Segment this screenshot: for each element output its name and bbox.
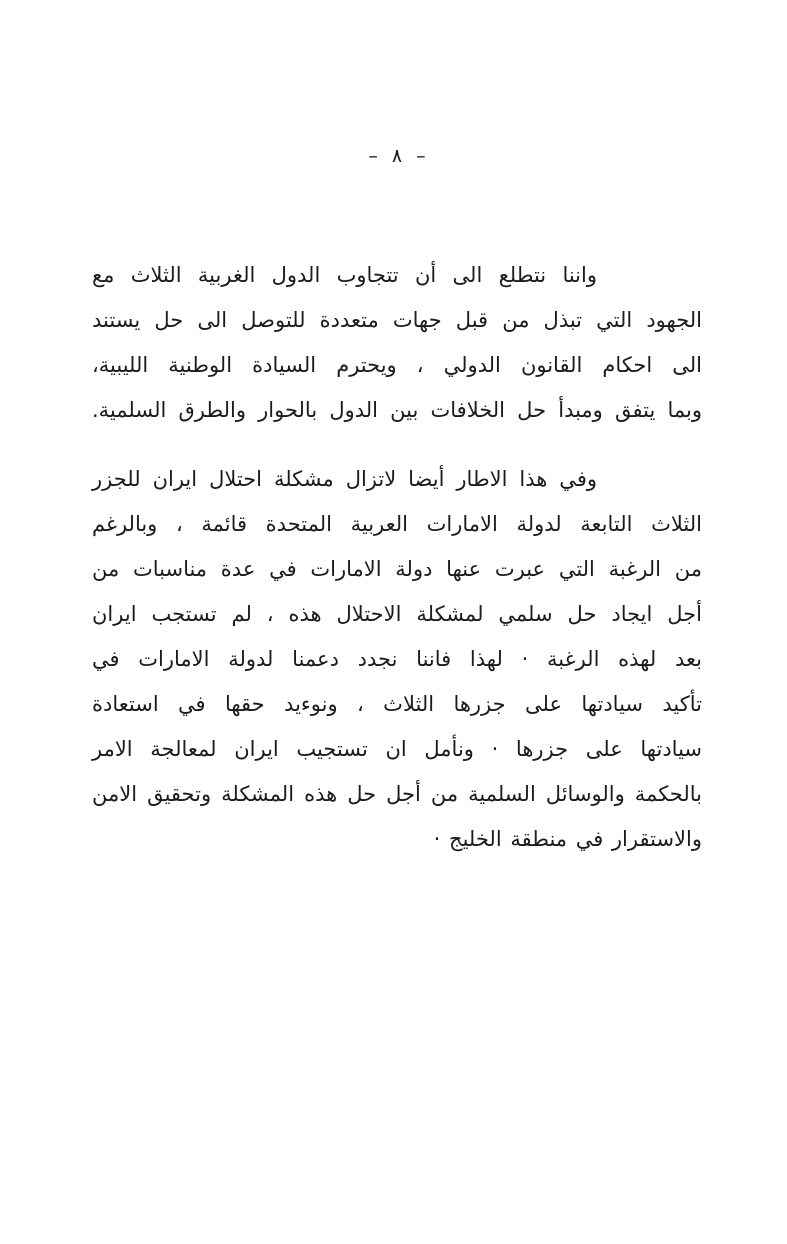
text-line: بعد لهذه الرغبة · لهذا فاننا نجدد دعمنا لدولة الامارات في (92, 647, 702, 671)
text-line: تأكيد سيادتها على جزرها الثلاث ، ونوءيد حقها في استعادة (92, 692, 702, 716)
text-line: من الرغبة التي عبرت عنها دولة الامارات في عدة مناسبات من (92, 557, 702, 581)
text-line: بالحكمة والوسائل السلمية من أجل حل هذه المشكلة وتحقيق الامن (92, 782, 702, 806)
text-line: الثلاث التابعة لدولة الامارات العربية المتحدة قائمة ، وبالرغم (92, 512, 702, 536)
text-line: الجهود التي تبذل من قبل جهات متعددة للتوصل الى حل يستند (92, 308, 702, 332)
paragraph-2 (92, 457, 702, 862)
text-line: سيادتها على جزرها · ونأمل ان تستجيب ايران لمعالجة الامر (92, 737, 702, 761)
text-line: وبما يتفق ومبدأ حل الخلافات بين الدول بالحوار والطرق السلمية. (92, 398, 702, 422)
page-number: – ٨ – (368, 145, 426, 167)
text-line: أجل ايجاد حل سلمي لمشكلة الاحتلال هذه ، لم تستجب ايران (92, 602, 702, 626)
text-line: والاستقرار في منطقة الخليج · (433, 827, 702, 851)
text-line: وفي هذا الاطار أيضا لاتزال مشكلة احتلال ايران للجزر (92, 467, 597, 491)
paragraph-1 (92, 253, 702, 433)
document-page (0, 145, 787, 1244)
text-line: واننا نتطلع الى أن تتجاوب الدول الغربية الثلاث مع (92, 263, 597, 287)
text-line: الى احكام القانون الدولي ، ويحترم السيادة الوطنية الليبية، (92, 353, 702, 377)
